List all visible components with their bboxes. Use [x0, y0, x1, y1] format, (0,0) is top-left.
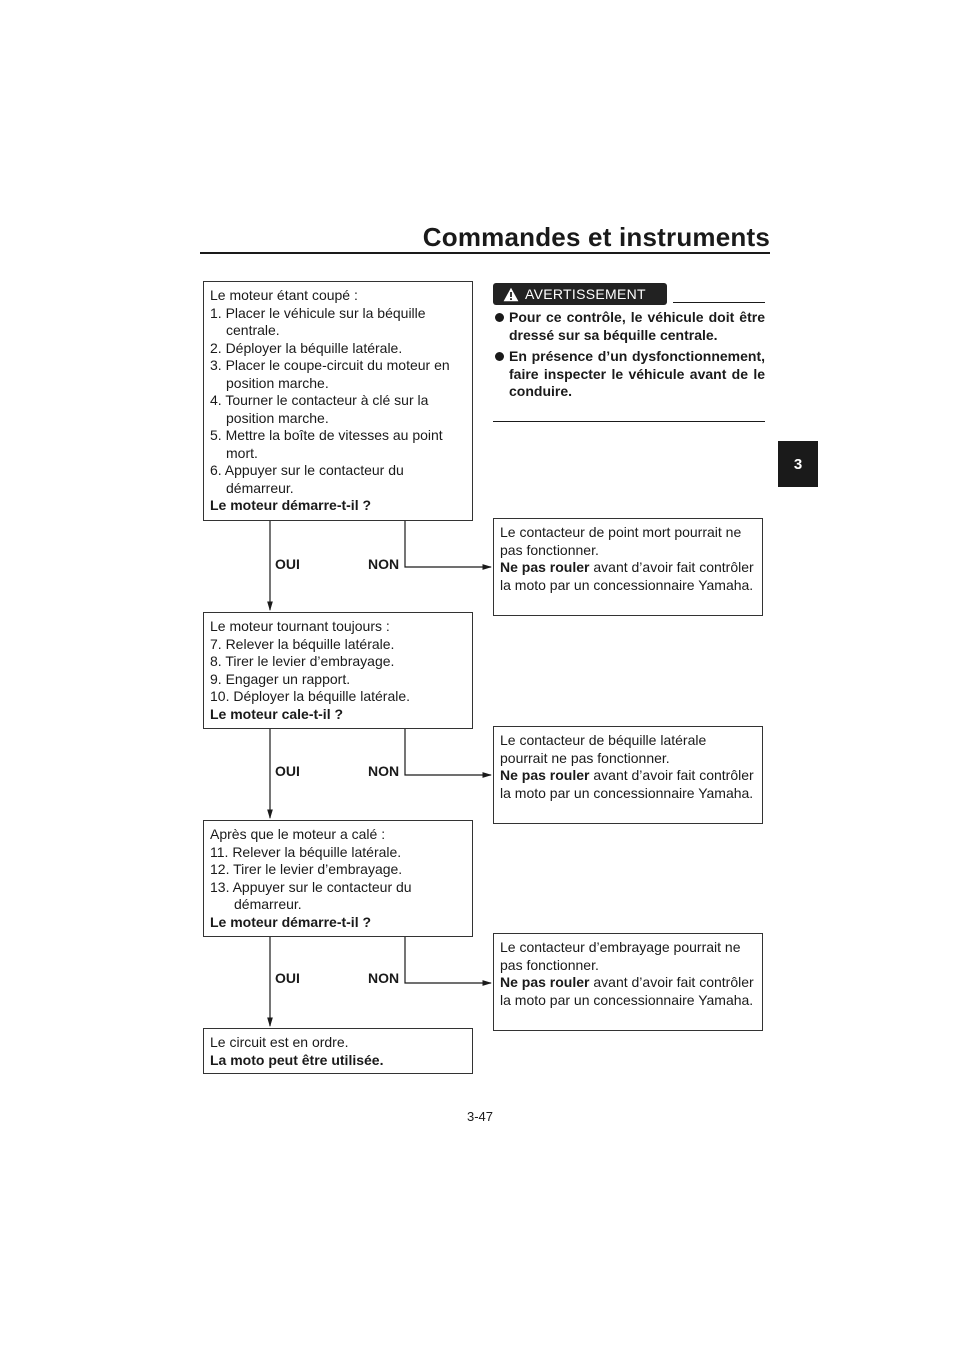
flow-box-4: [203, 1028, 473, 1074]
page-number: 3-47: [466, 1109, 494, 1124]
fault-box-1: [493, 518, 763, 616]
warning-header-rule: [673, 302, 765, 303]
warning-bottom-rule: [493, 421, 765, 422]
box2-step-9: 9. Engager un rapport.: [210, 670, 351, 687]
box3-question: Le moteur démarre-t-il ?: [210, 913, 372, 930]
page-title: Commandes et instruments: [422, 222, 770, 252]
box2-intro: Le moteur tournant toujours :: [210, 618, 390, 634]
box1-question: Le moteur démarre-t-il ?: [210, 497, 372, 513]
yes-label-1: OUI: [275, 556, 300, 572]
box1-step-2: 2. Déployer la béquille latérale.: [210, 339, 403, 356]
no-label-3: NON: [368, 970, 400, 986]
warning-item: [493, 348, 765, 401]
fault1-bold: Ne pas rouler: [500, 559, 590, 575]
bullet-icon: [495, 352, 504, 361]
fault3-text: Le contacteur d’embrayage pourrait ne pas fonctionner.: [500, 939, 741, 973]
box4-line-1: Le circuit est en ordre.: [210, 1034, 349, 1050]
no-connector-1: [405, 521, 491, 567]
fault2-bold: Ne pas rouler: [500, 767, 590, 783]
fault3-bold: Ne pas rouler: [500, 974, 590, 990]
box3-step-11: 11. Relever la béquille latérale.: [210, 843, 402, 860]
box1-step-1: 1. Placer le véhicule sur la béquille centrale.: [210, 304, 426, 338]
warning-item: [493, 309, 765, 344]
no-label-2: NON: [368, 763, 400, 779]
box3-step-13: 13. Appuyer sur le contacteur du démarreur.: [210, 878, 412, 912]
no-label-1: NON: [368, 556, 400, 572]
fault-box-2: [493, 726, 763, 824]
fault1-rest: avant d’avoir fait contrôler la moto par un concessionnaire Yamaha.: [500, 559, 754, 593]
yes-label-3: OUI: [275, 970, 300, 986]
box2-step-7: 7. Relever la béquille latérale.: [210, 635, 395, 652]
warning-header: [493, 283, 765, 305]
box1-intro: Le moteur étant coupé :: [210, 287, 358, 303]
no-connector-3: [405, 937, 491, 983]
fault3-rest: avant d’avoir fait contrôler la moto par un concessionnaire Yamaha.: [500, 974, 754, 1008]
fault-box-3: [493, 933, 763, 1031]
flow-box-3: [203, 820, 473, 937]
warning-body: [493, 309, 765, 405]
box3-intro: Après que le moteur a calé :: [210, 826, 386, 842]
chapter-tab[interactable]: 3: [778, 441, 818, 487]
yes-label-2: OUI: [275, 763, 300, 779]
box1-step-4: 4. Tourner le contacteur à clé sur la position marche.: [210, 392, 429, 426]
box2-step-8: 8. Tirer le levier d’embrayage.: [210, 653, 395, 669]
box2-step-10: 10. Déployer la béquille latérale.: [210, 688, 411, 704]
box1-step-6: 6. Appuyer sur le contacteur du démarreur.: [210, 462, 404, 496]
box4-line-2: La moto peut être utilisée.: [210, 1051, 384, 1068]
warning-item-text: En présence d’un dysfonctionnement, faire inspecter le véhicule avant de le conduire.: [509, 348, 765, 399]
fault2-text: Le contacteur de béquille latérale pourrait ne pas fonctionner.: [500, 732, 707, 766]
fault1-text: Le contacteur de point mort pourrait ne pas fonctionner.: [500, 524, 742, 558]
box2-question: Le moteur cale-t-il ?: [210, 705, 344, 722]
warning-badge: [493, 283, 667, 305]
bullet-icon: [495, 313, 504, 322]
flow-box-1: [203, 281, 473, 521]
warning-label: AVERTISSEMENT: [525, 286, 646, 302]
box1-step-5: 5. Mettre la boîte de vitesses au point mort.: [210, 427, 443, 461]
no-connector-2: [405, 729, 491, 775]
fault2-rest: avant d’avoir fait contrôler la moto par un concessionnaire Yamaha.: [500, 767, 754, 801]
box1-step-3: 3. Placer le coupe-circuit du moteur en position marche.: [210, 357, 450, 391]
warning-triangle-icon: [503, 287, 519, 302]
flow-box-2: [203, 612, 473, 729]
box3-step-12: 12. Tirer le levier d’embrayage.: [210, 861, 403, 877]
warning-item-text: Pour ce contrôle, le véhicule doit être dressé sur sa béquille centrale.: [509, 309, 765, 343]
